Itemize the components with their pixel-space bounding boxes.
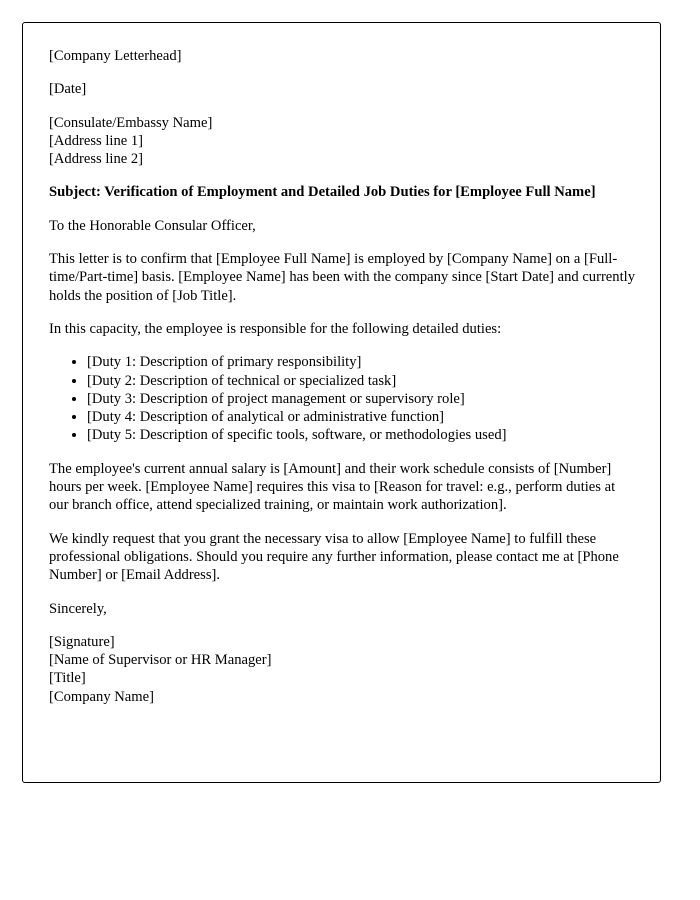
duties-list [49,353,636,444]
recipient-name: [Consulate/Embassy Name] [49,114,213,131]
recipient-address-line-1: [Address line 1] [49,132,144,149]
letter-content [49,47,636,706]
signer-name: [Name of Supervisor or HR Manager] [49,652,272,669]
paragraph-employment-confirmation: This letter is to confirm that [Employee Full Name] is employed by [Company Name] on a [Full-time/Part-time] basis. [Employee Name] has been with the company since [Start Date] and currently holds the position of [Job Title]. [49,251,635,304]
list-item: • [Duty 4: Description of analytical or administrative function] [87,408,636,426]
signer-company: [Company Name] [49,688,154,705]
signature-placeholder: [Signature] [49,633,115,650]
signer-title: [Title] [49,670,86,687]
company-letterhead: [Company Letterhead] [49,48,182,64]
salutation: To the Honorable Consular Officer, [49,217,256,234]
valediction: Sincerely, [49,600,107,617]
paragraph-visa-request: We kindly request that you grant the necessary visa to allow [Employee Name] to fulfill these professional obligations. Should you require any further information, please contact me at [Phone Number] or [Email Address]. [49,530,619,584]
signature-block [49,633,636,706]
list-item: • [Duty 2: Description of technical or specialized task] [87,372,636,390]
list-item: • [Duty 1: Description of primary responsibility] [87,353,636,371]
letter-date: [Date] [49,81,87,98]
subject-line: Subject: Verification of Employment and Detailed Job Duties for [Employee Full Name] [49,184,596,201]
list-item: • [Duty 5: Description of specific tools, software, or methodologies used] [87,426,636,444]
paragraph-salary-and-travel: The employee's current annual salary is [Amount] and their work schedule consists of [Number] hours per week. [Employee Name] requires this visa to [Reason for travel: e.g., perform duties at our branch office, attend specialized training, or maintain work authorization]. [49,460,616,514]
paragraph-duties-intro: In this capacity, the employee is responsible for the following detailed duties: [49,320,502,337]
recipient-address-line-2: [Address line 2] [49,151,144,168]
letter-page-border [22,22,661,783]
list-item: • [Duty 3: Description of project management or supervisory role] [87,390,636,408]
recipient-address-block [49,114,636,169]
